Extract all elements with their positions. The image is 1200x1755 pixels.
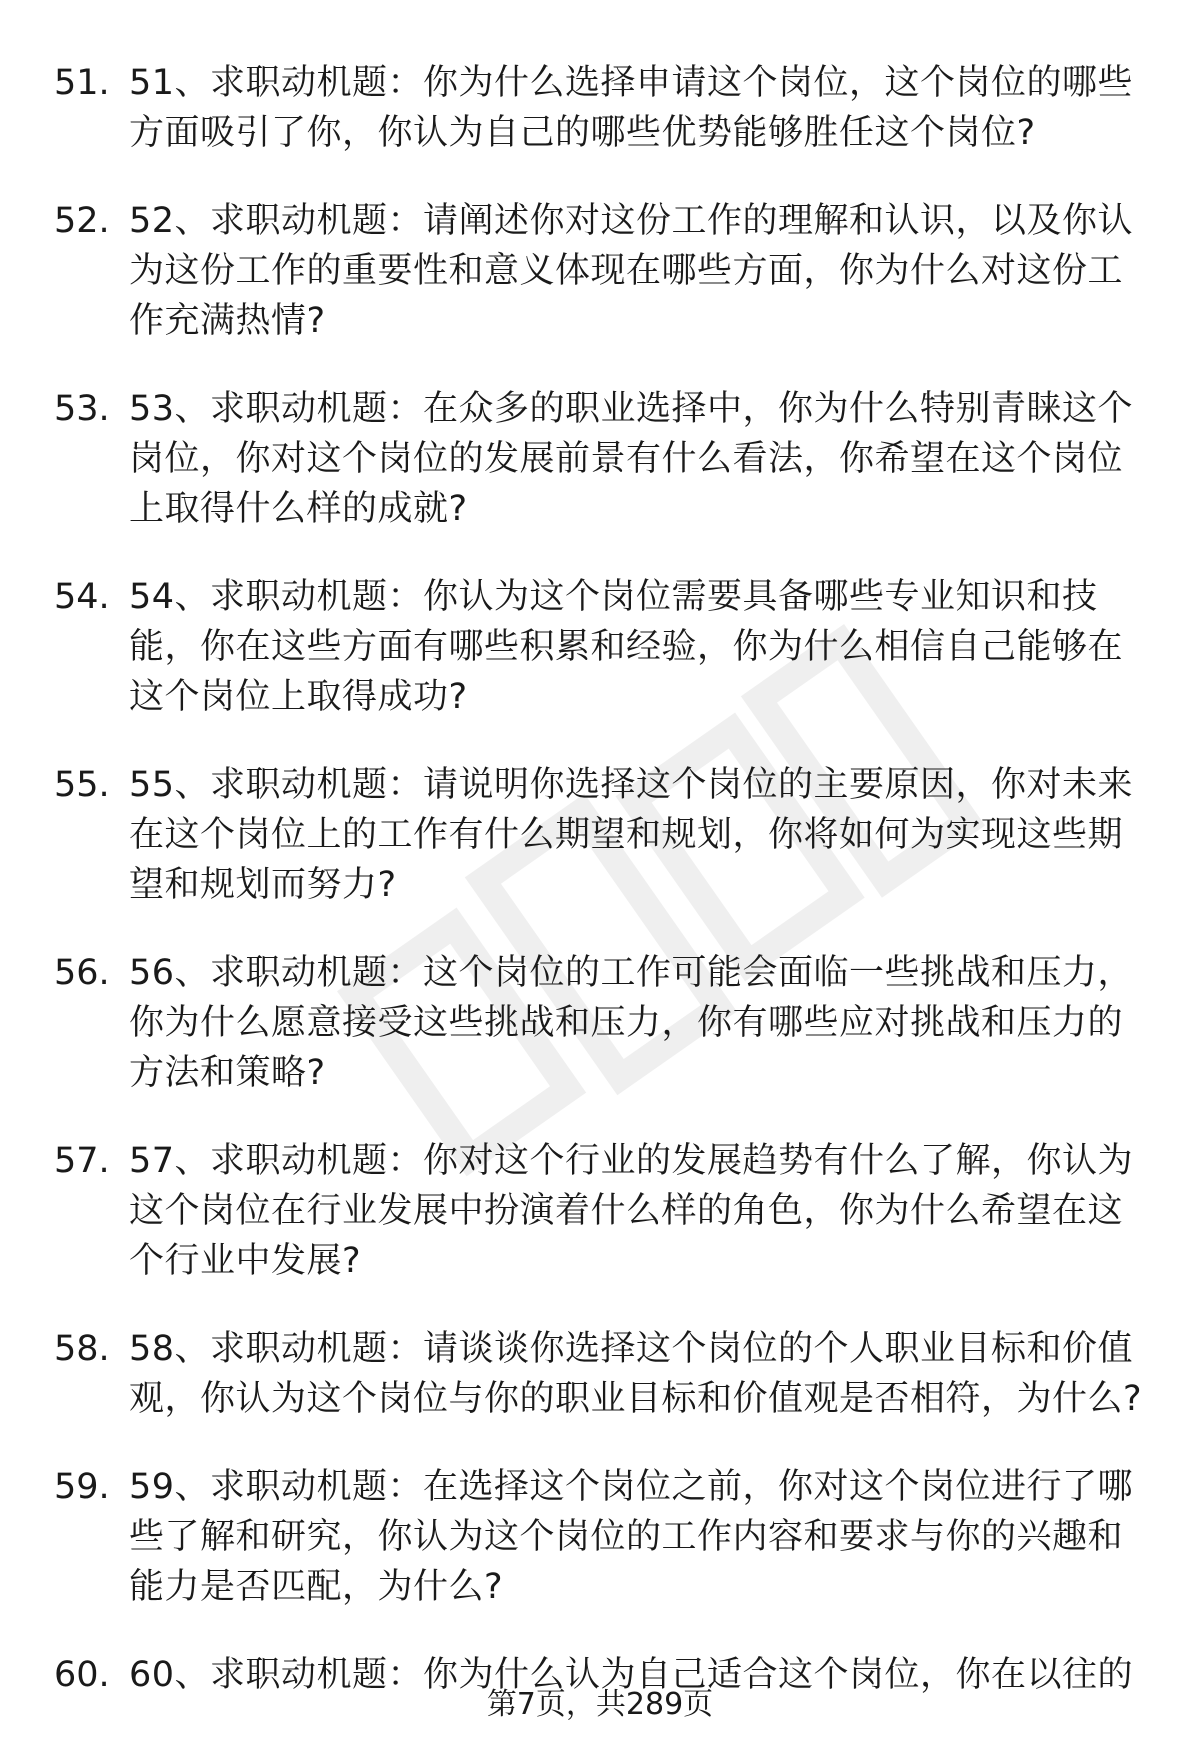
- item-number: 55.: [54, 765, 110, 805]
- list-item: [0, 196, 1200, 346]
- list-item: [0, 760, 1200, 910]
- list-item: [0, 58, 1200, 158]
- item-number: 58.: [54, 1329, 110, 1369]
- list-item: [0, 1462, 1200, 1612]
- item-number: 56.: [54, 953, 110, 993]
- item-text: 60、求职动机题：你为什么认为自己适合这个岗位，你在以往的: [129, 1655, 1134, 1695]
- item-number: 60.: [54, 1655, 110, 1695]
- question-list: [0, 58, 1200, 1738]
- item-number: 53.: [54, 389, 110, 429]
- item-text: 59、求职动机题：在选择这个岗位之前，你对这个岗位进行了哪些了解和研究，你认为这个岗位的工作内容和要求与你的兴趣和能力是否匹配，为什么?: [129, 1467, 1134, 1607]
- item-text: 52、求职动机题：请阐述你对这份工作的理解和认识，以及你认为这份工作的重要性和意义体现在哪些方面，你为什么对这份工作充满热情?: [129, 201, 1134, 341]
- list-item: [0, 384, 1200, 534]
- item-number: 52.: [54, 201, 110, 241]
- item-text: 57、求职动机题：你对这个行业的发展趋势有什么了解，你认为这个岗位在行业发展中扮演着什么样的角色，你为什么希望在这个行业中发展?: [129, 1141, 1134, 1281]
- item-text: 51、求职动机题：你为什么选择申请这个岗位，这个岗位的哪些方面吸引了你，你认为自己的哪些优势能够胜任这个岗位?: [129, 63, 1134, 153]
- list-item: [0, 1136, 1200, 1286]
- item-text: 58、求职动机题：请谈谈你选择这个岗位的个人职业目标和价值观，你认为这个岗位与你的职业目标和价值观是否相符，为什么?: [129, 1329, 1143, 1419]
- list-item: [0, 948, 1200, 1098]
- list-item: [0, 1324, 1200, 1424]
- page-number-footer: 第7页，共289页: [486, 1687, 714, 1722]
- item-text: 53、求职动机题：在众多的职业选择中，你为什么特别青睐这个岗位，你对这个岗位的发展前景有什么看法，你希望在这个岗位上取得什么样的成就?: [129, 389, 1134, 529]
- item-text: 56、求职动机题：这个岗位的工作可能会面临一些挑战和压力，你为什么愿意接受这些挑战和压力，你有哪些应对挑战和压力的方法和策略?: [129, 953, 1134, 1093]
- item-number: 54.: [54, 577, 110, 617]
- item-text: 54、求职动机题：你认为这个岗位需要具备哪些专业知识和技能，你在这些方面有哪些积累和经验，你为什么相信自己能够在这个岗位上取得成功?: [129, 577, 1124, 717]
- item-number: 59.: [54, 1467, 110, 1507]
- item-number: 57.: [54, 1141, 110, 1181]
- item-number: 51.: [54, 63, 110, 103]
- list-item: [0, 572, 1200, 722]
- item-text: 55、求职动机题：请说明你选择这个岗位的主要原因，你对未来在这个岗位上的工作有什么期望和规划，你将如何为实现这些期望和规划而努力?: [129, 765, 1134, 905]
